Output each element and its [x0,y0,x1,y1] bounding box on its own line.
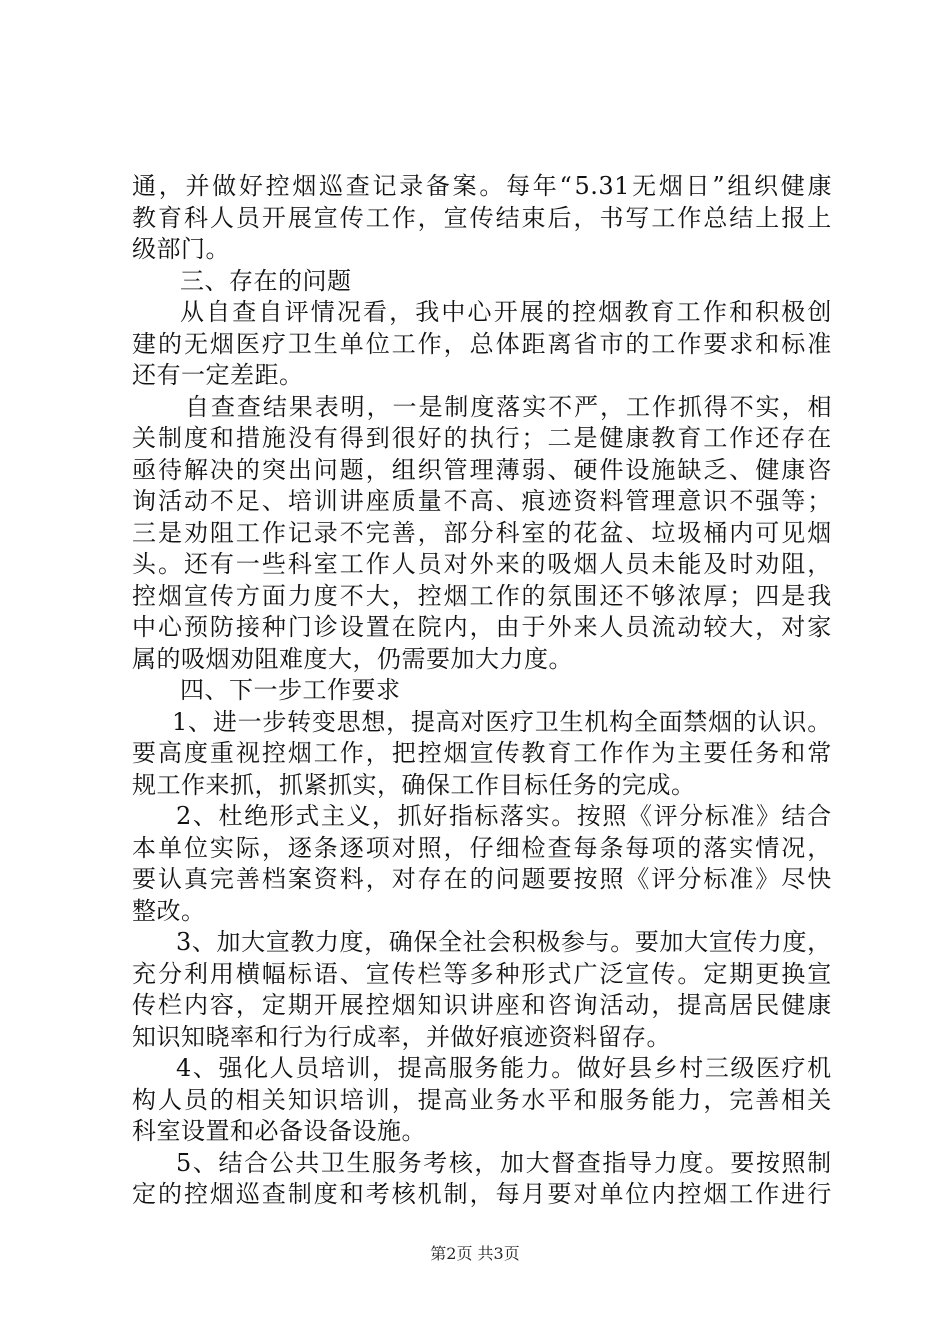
text-line: 构 人 员 的 相 关 知 识 培 训 ， 提 高 业 务 水 平 和 服 务 能 力 ， 完 善 相 关 [132,1085,832,1114]
page-number-label: 第2页 共3页 [430,1244,520,1263]
text-line: 规工作来抓，抓紧抓实，确保工作目标任务的完成。 [132,770,696,799]
text-line: 控 烟 宣 传 方 面 力 度 不 大 ， 控 烟 工 作 的 氛 围 还 不 够 浓 厚 ； 四 是 我 [132,581,832,610]
text-line: 科室设置和必备设备设施。 [132,1117,426,1145]
text-line: 关 制 度 和 措 施 没 有 得 到 很 好 的 执 行 ； 二 是 健 康 教 育 工 作 还 存 在 [132,424,832,452]
text-line: 级部门。 [132,235,230,263]
text-line: 还有一定差距。 [132,361,304,389]
text-line: 通 ， 并 做 好 控 烟 巡 查 记 录 备 案 。 每 年 “ 5.31 无 烟 日 ” 组 织 健 康 [132,172,832,200]
text-line: 建 的 无 烟 医 疗 卫 生 单 位 工 作 ， 总 体 距 离 省 市 的 工 作 要 求 和 标 准 [132,329,832,358]
text-line: 传 栏 内 容 ， 定 期 开 展 控 烟 知 识 讲 座 和 咨 询 活 动 ， 提 高 居 民 健 康 [132,991,832,1019]
text-line: 整改。 [132,896,206,925]
text-line: 定 的 控 烟 巡 查 制 度 和 考 核 机 制 ， 每 月 要 对 单 位 内 控 烟 工 作 进 行 [132,1180,832,1208]
text-line: 4 、 强 化 人 员 培 训 ， 提 高 服 务 能 力 。 做 好 县 乡 村 三 级 医 疗 机 [176,1054,832,1082]
body-text [132,171,832,1211]
text-line: 要 认 真 完 善 档 案 资 料 ， 对 存 在 的 问 题 要 按 照 《 评 分 标 准 》 尽 快 [132,865,832,893]
section-heading: 四、下一步工作要求 [180,676,401,704]
text-line: 知识知晓率和行为行成率，并做好痕迹资料留存。 [132,1022,671,1051]
text-line: 自 查 查 结 果 表 明 ， 一 是 制 度 落 实 不 严 ， 工 作 抓 得 不 实 ， 相 [185,392,832,421]
text-line: 头 。 还 有 一 些 科 室 工 作 人 员 对 外 来 的 吸 烟 人 员 未 能 及 时 劝 阻 ， [132,550,832,578]
text-line: 从 自 查 自 评 情 况 看 ， 我 中 心 开 展 的 控 烟 教 育 工 作 和 积 极 创 [180,298,832,326]
text-line: 1 、 进 一 步 转 变 思 想 ， 提 高 对 医 疗 卫 生 机 构 全 面 禁 烟 的 认 识 。 [172,707,832,736]
text-line: 教 育 科 人 员 开 展 宣 传 工 作 ， 宣 传 结 束 后 ， 书 写 工 作 总 结 上 报 上 [132,203,832,232]
page-footer [0,1244,950,1264]
text-line: 亟 待 解 决 的 突 出 问 题 ， 组 织 管 理 薄 弱 、 硬 件 设 施 缺 乏 、 健 康 咨 [132,455,832,484]
text-line: 充 分 利 用 横 幅 标 语 、 宣 传 栏 等 多 种 形 式 广 泛 宣 传 。 定 期 更 换 宣 [132,959,832,988]
text-line: 询 活 动 不 足 、 培 训 讲 座 质 量 不 高 、 痕 迹 资 料 管 理 意 识 不 强 等 ； [132,487,832,515]
text-line: 中 心 预 防 接 种 门 诊 设 置 在 院 内 ， 由 于 外 来 人 员 流 动 较 大 ， 对 家 [132,613,832,641]
text-line: 5 、 结 合 公 共 卫 生 服 务 考 核 ， 加 大 督 查 指 导 力 度 。 要 按 照 制 [176,1148,832,1177]
text-line: 2 、 杜 绝 形 式 主 义 ， 抓 好 指 标 落 实 。 按 照 《 评 分 标 准 》 结 合 [176,802,832,830]
text-line: 3 、 加 大 宣 教 力 度 ， 确 保 全 社 会 积 极 参 与 。 要 加 大 宣 传 力 度 ， [176,928,832,956]
text-line: 三 是 劝 阻 工 作 记 录 不 完 善 ， 部 分 科 室 的 花 盆 、 垃 圾 桶 内 可 见 烟 [132,518,832,547]
text-line: 本 单 位 实 际 ， 逐 条 逐 项 对 照 ， 仔 细 检 查 每 条 每 项 的 落 实 情 况 ， [132,833,832,862]
text-line: 属的吸烟劝阻难度大，仍需要加大力度。 [132,644,573,673]
text-line: 要 高 度 重 视 控 烟 工 作 ， 把 控 烟 宣 传 教 育 工 作 作 为 主 要 任 务 和 常 [132,739,832,767]
section-heading: 三、存在的问题 [180,266,352,295]
